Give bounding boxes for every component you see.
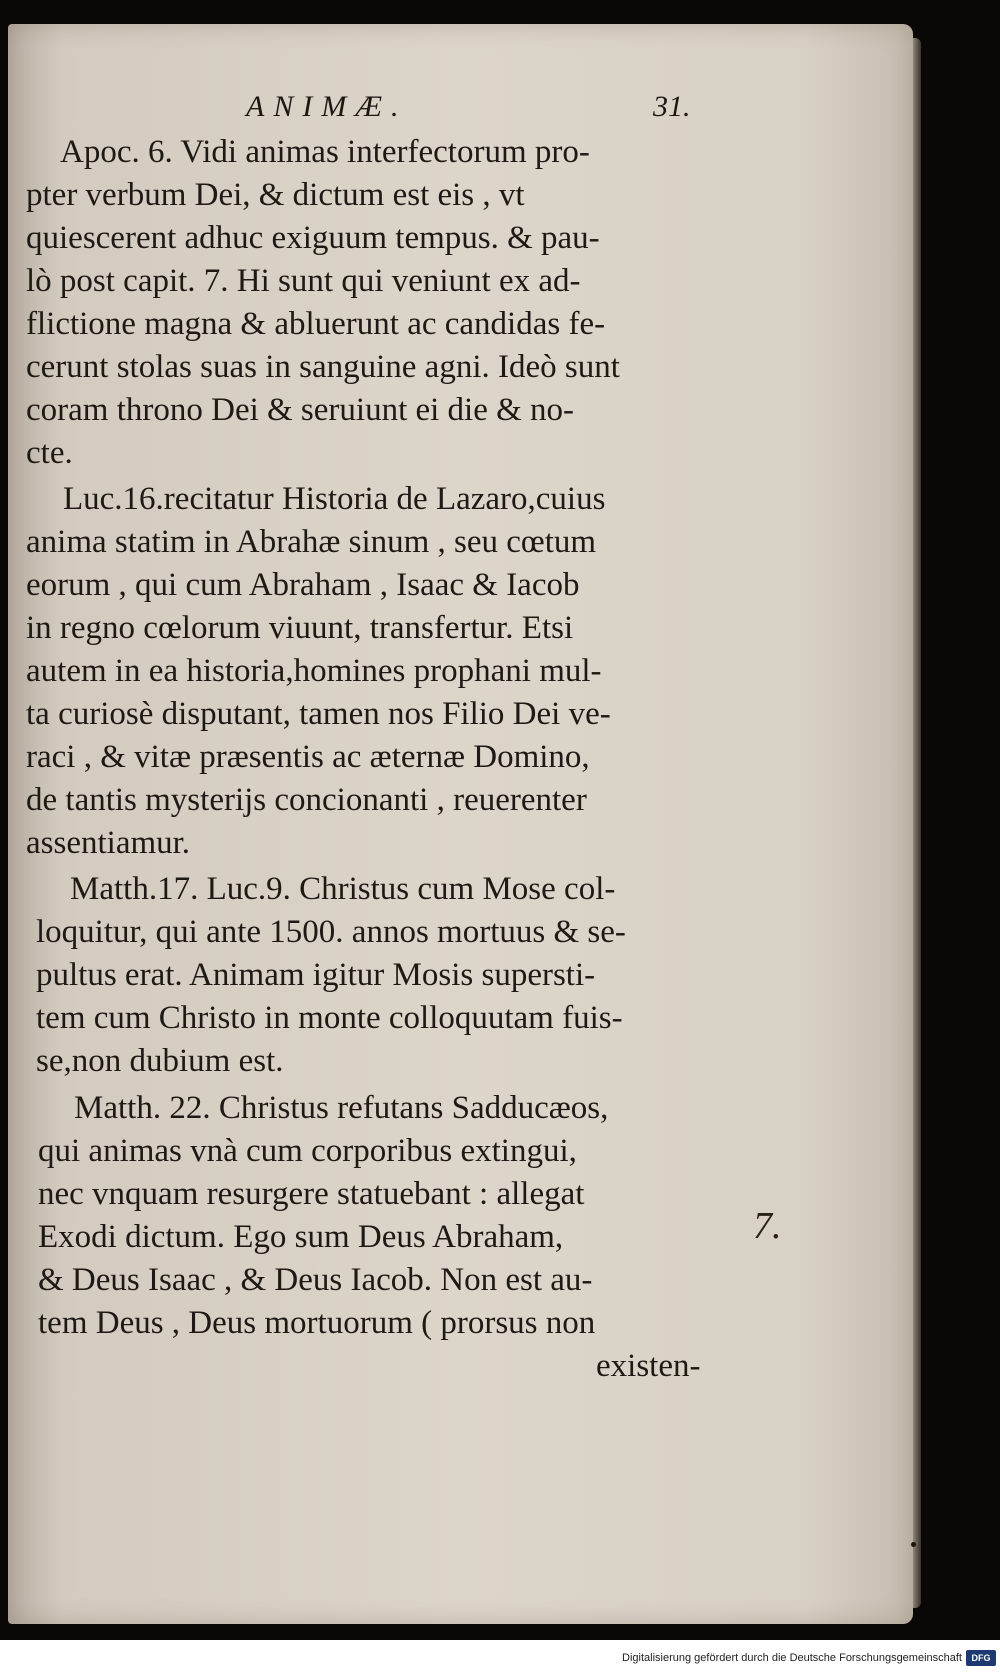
text-line: Apoc. 6. Vidi animas interfectorum pro-	[60, 134, 590, 170]
text-line: Matth.17. Luc.9. Christus cum Mose col-	[70, 871, 616, 907]
text-line: raci , & vitæ præsentis ac æternæ Domino,	[26, 739, 590, 775]
text-line: cte.	[26, 435, 73, 471]
text-line: Luc.16.recitatur Historia de Lazaro,cuius	[63, 481, 606, 517]
body-text	[8, 24, 913, 1624]
credit-footer	[0, 1640, 1000, 1678]
text-line: de tantis mysterijs concionanti , reuerenter	[26, 782, 587, 818]
text-line: & Deus Isaac , & Deus Iacob. Non est au-	[38, 1262, 593, 1298]
text-line: qui animas vnà cum corporibus extingui,	[38, 1133, 577, 1169]
text-line: assentiamur.	[26, 825, 191, 861]
text-line: anima statim in Abrahæ sinum , seu cœtum	[26, 524, 597, 560]
text-line: quiescerent adhuc exiguum tempus. & pau-	[26, 220, 600, 256]
text-line: se,non dubium est.	[36, 1043, 284, 1079]
text-line: pter verbum Dei, & dictum est eis , vt	[26, 177, 525, 213]
text-line: tem cum Christo in monte colloquutam fuis-	[36, 1000, 623, 1036]
text-line: pultus erat. Animam igitur Mosis supersti-	[36, 957, 596, 993]
text-line: nec vnquam resurgere statuebant : allegat	[38, 1176, 585, 1212]
text-line: tem Deus , Deus mortuorum ( prorsus non	[38, 1305, 596, 1341]
catchword: existen-	[596, 1348, 701, 1384]
text-line: lò post capit. 7. Hi sunt qui veniunt ex ad-	[26, 263, 581, 299]
ink-speck	[911, 1542, 916, 1547]
book-page	[8, 24, 913, 1624]
text-line: ta curiosè disputant, tamen nos Filio Dei ve-	[26, 696, 611, 732]
dfg-logo-icon: DFG	[966, 1650, 996, 1666]
text-line: eorum , qui cum Abraham , Isaac & Iacob	[26, 567, 580, 603]
margin-annotation: 7.	[753, 1205, 782, 1247]
text-line: loquitur, qui ante 1500. annos mortuus & se-	[36, 914, 626, 950]
funding-credit: Digitalisierung gefördert durch die Deutsche Forschungsgemeinschaft	[622, 1652, 962, 1664]
text-line: flictione magna & abluerunt ac candidas fe-	[26, 306, 606, 342]
text-line: Exodi dictum. Ego sum Deus Abraham,	[38, 1219, 564, 1255]
text-line: autem in ea historia,homines prophani mul-	[26, 653, 602, 689]
text-line: coram throno Dei & seruiunt ei die & no-	[26, 392, 575, 428]
page-number: 31.	[653, 90, 691, 123]
running-title: ANIMÆ.	[246, 90, 408, 123]
text-line: in regno cœlorum viuunt, transfertur. Etsi	[26, 610, 574, 646]
text-line: cerunt stolas suas in sanguine agni. Ideò sunt	[26, 349, 620, 385]
text-line: Matth. 22. Christus refutans Sadducæos,	[74, 1090, 609, 1126]
page-edge	[913, 38, 921, 1608]
